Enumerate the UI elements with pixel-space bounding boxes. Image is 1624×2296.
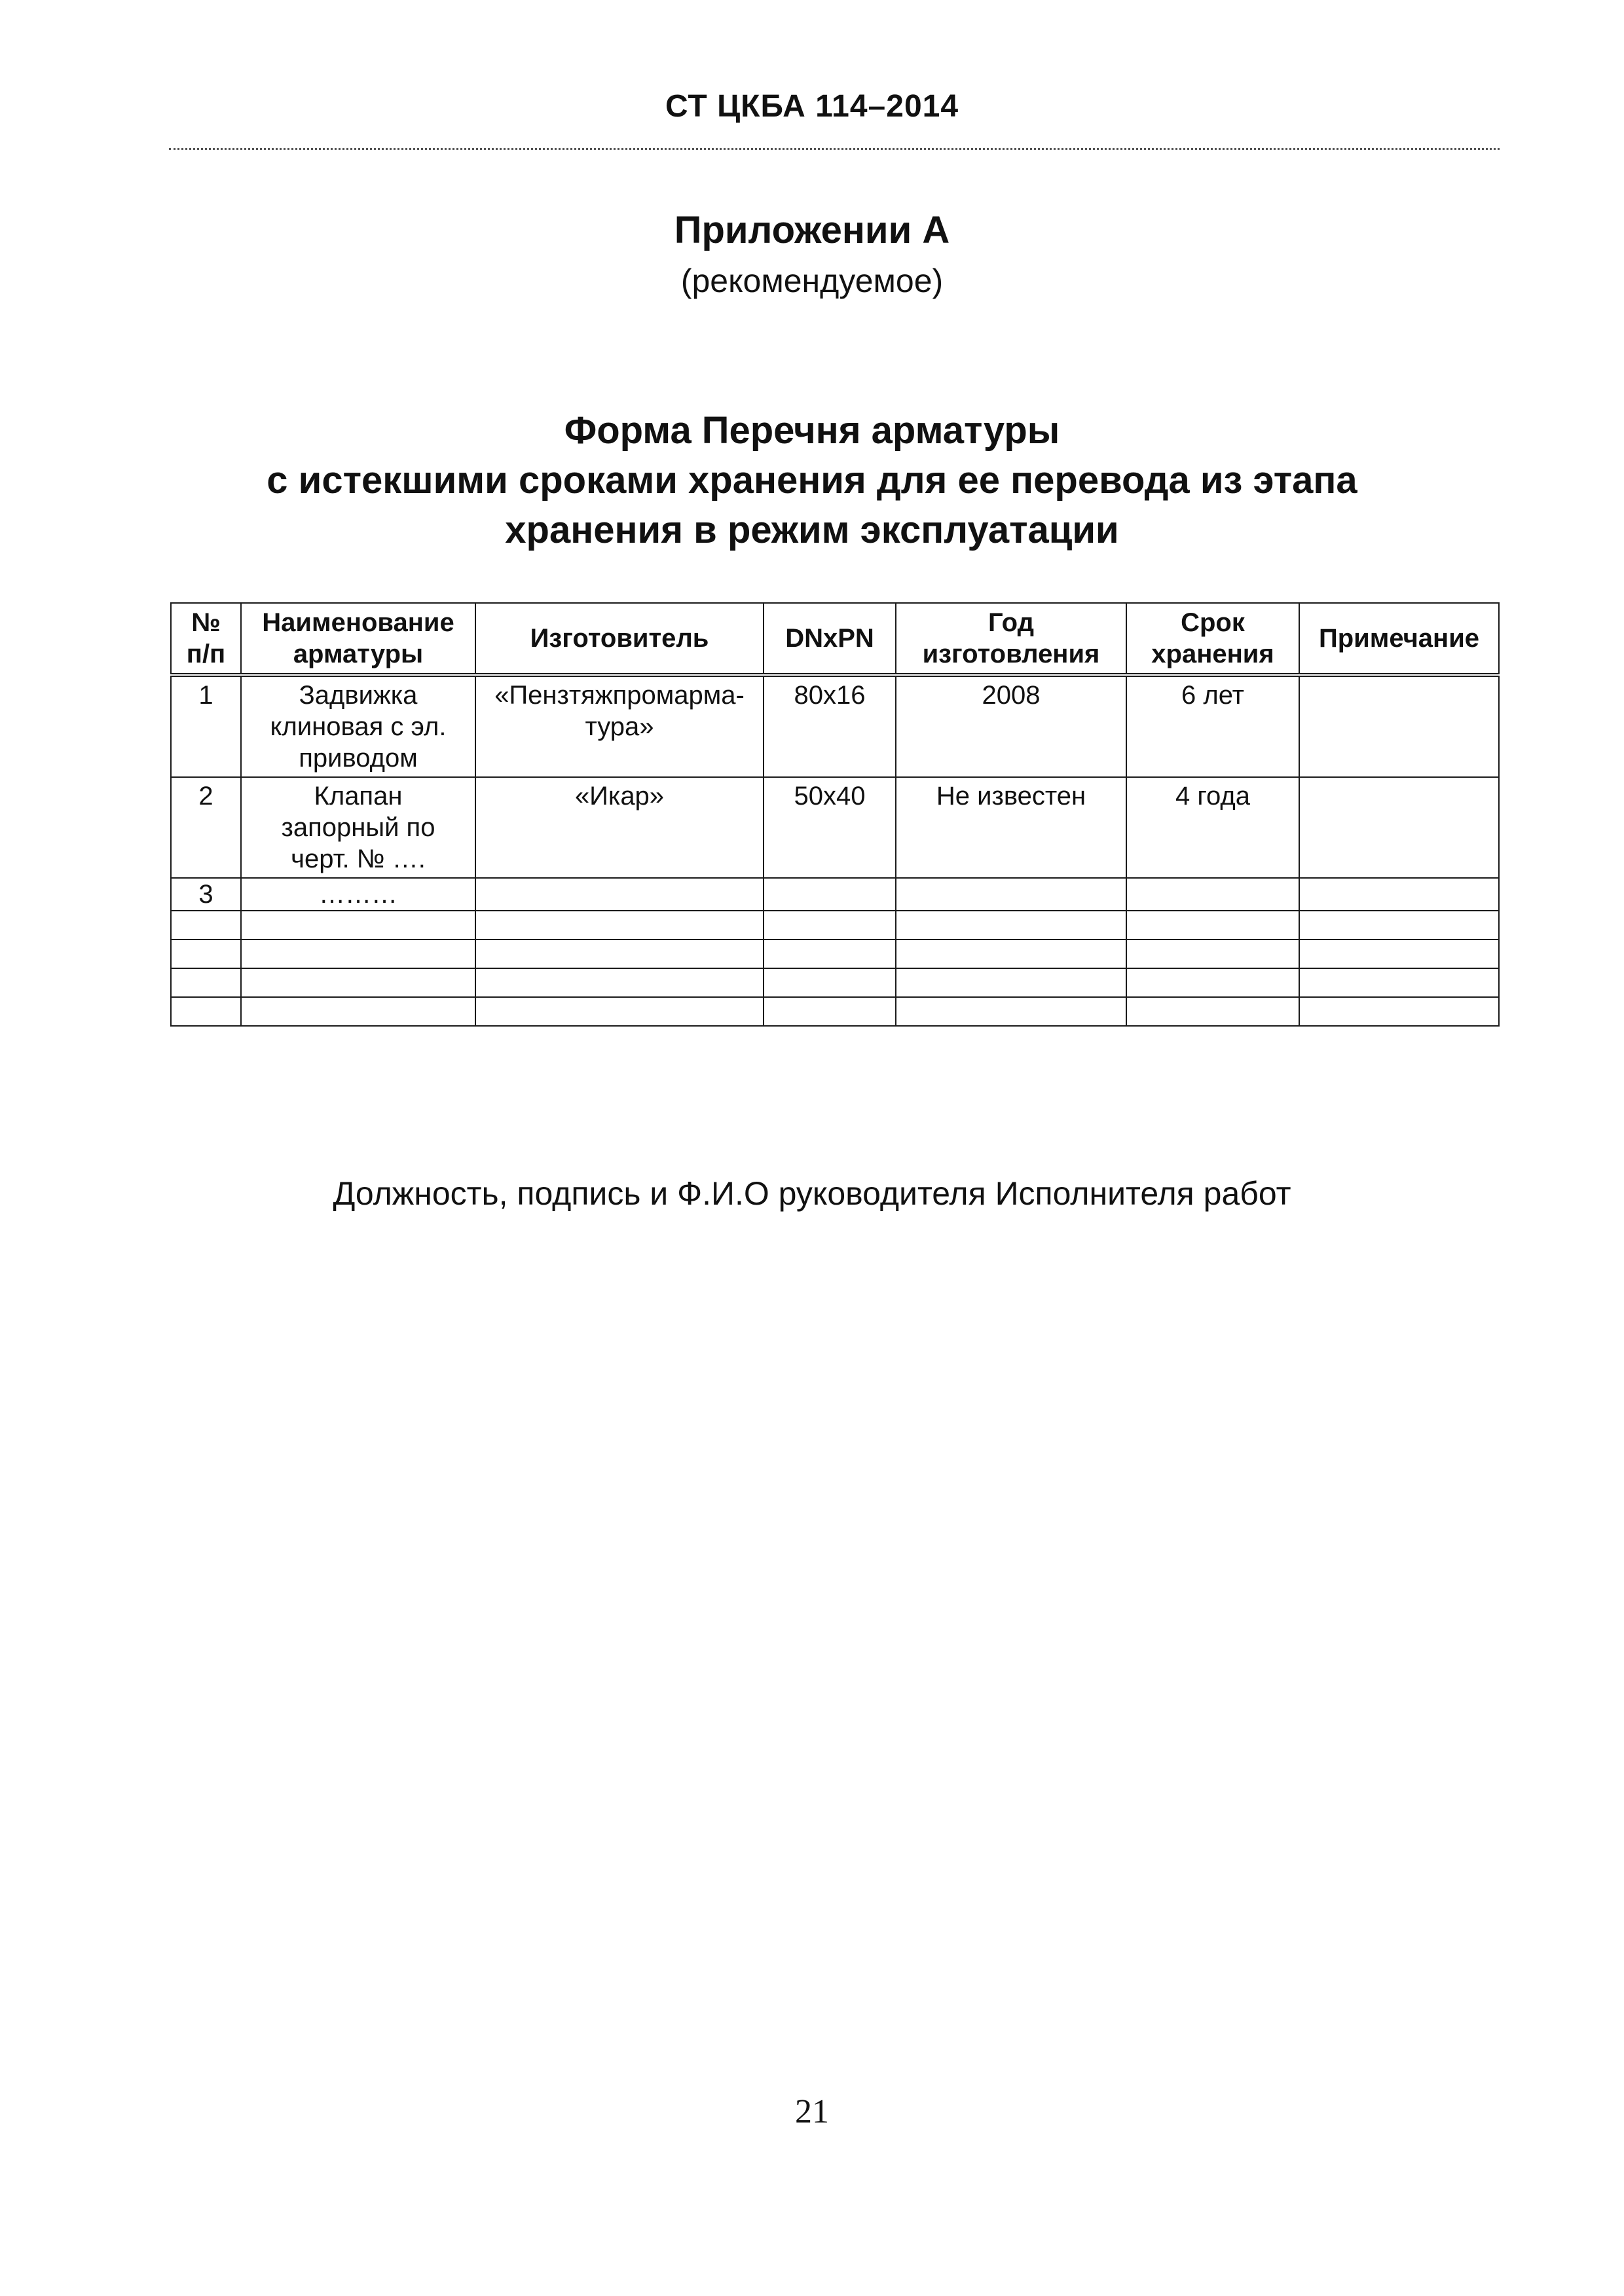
cell-name: Клапан запорный по черт. № …. — [241, 777, 475, 878]
header-manufacturer: Изготовитель — [475, 603, 764, 675]
header-dnpn: DNxPN — [764, 603, 896, 675]
cell-year — [896, 878, 1126, 911]
cell-manufacturer — [475, 878, 764, 911]
valves-registry-table — [170, 602, 1500, 1027]
document-code: СТ ЦКБА 114–2014 — [665, 89, 959, 124]
cell-number: 2 — [171, 777, 241, 878]
form-title-line-3: хранения в режим эксплуатации — [505, 509, 1119, 551]
appendix-status: (рекомендуемое) — [680, 263, 944, 299]
cell-dnpn — [764, 878, 896, 911]
form-title — [0, 406, 1624, 555]
header-divider — [169, 148, 1500, 150]
cell-note — [1299, 675, 1499, 777]
empty-table-row — [171, 911, 1499, 939]
signature-caption: Должность, подпись и Ф.И.О руководителя Исполнителя работ — [333, 1175, 1291, 1212]
form-title-line-1: Форма Перечня арматуры — [564, 409, 1060, 452]
page-number: 21 — [795, 2093, 829, 2130]
cell-year: 2008 — [896, 675, 1126, 777]
cell-term — [1126, 878, 1299, 911]
empty-table-row — [171, 997, 1499, 1026]
cell-term: 6 лет — [1126, 675, 1299, 777]
cell-name: Задвижка клиновая с эл. приводом — [241, 675, 475, 777]
header-name: Наименование арматуры — [241, 603, 475, 675]
cell-dnpn: 50x40 — [764, 777, 896, 878]
cell-manufacturer: «Икар» — [475, 777, 764, 878]
cell-dnpn: 80x16 — [764, 675, 896, 777]
table-row — [171, 878, 1499, 911]
empty-table-row — [171, 939, 1499, 968]
table-row — [171, 675, 1499, 777]
cell-number: 3 — [171, 878, 241, 911]
header-number: № п/п — [171, 603, 241, 675]
header-term: Срок хранения — [1126, 603, 1299, 675]
cell-note — [1299, 878, 1499, 911]
cell-name: ……… — [241, 878, 475, 911]
table-header-row — [171, 603, 1499, 675]
form-title-line-2: с истекшими сроками хранения для ее перевода из этапа — [267, 459, 1357, 501]
empty-table-row — [171, 968, 1499, 997]
cell-manufacturer: «Пензтяжпромарма- тура» — [475, 675, 764, 777]
cell-term: 4 года — [1126, 777, 1299, 878]
appendix-title: Приложении А — [674, 209, 950, 251]
cell-year: Не известен — [896, 777, 1126, 878]
header-note: Примечание — [1299, 603, 1499, 675]
cell-number: 1 — [171, 675, 241, 777]
header-year: Год изготовления — [896, 603, 1126, 675]
cell-note — [1299, 777, 1499, 878]
table-row — [171, 777, 1499, 878]
